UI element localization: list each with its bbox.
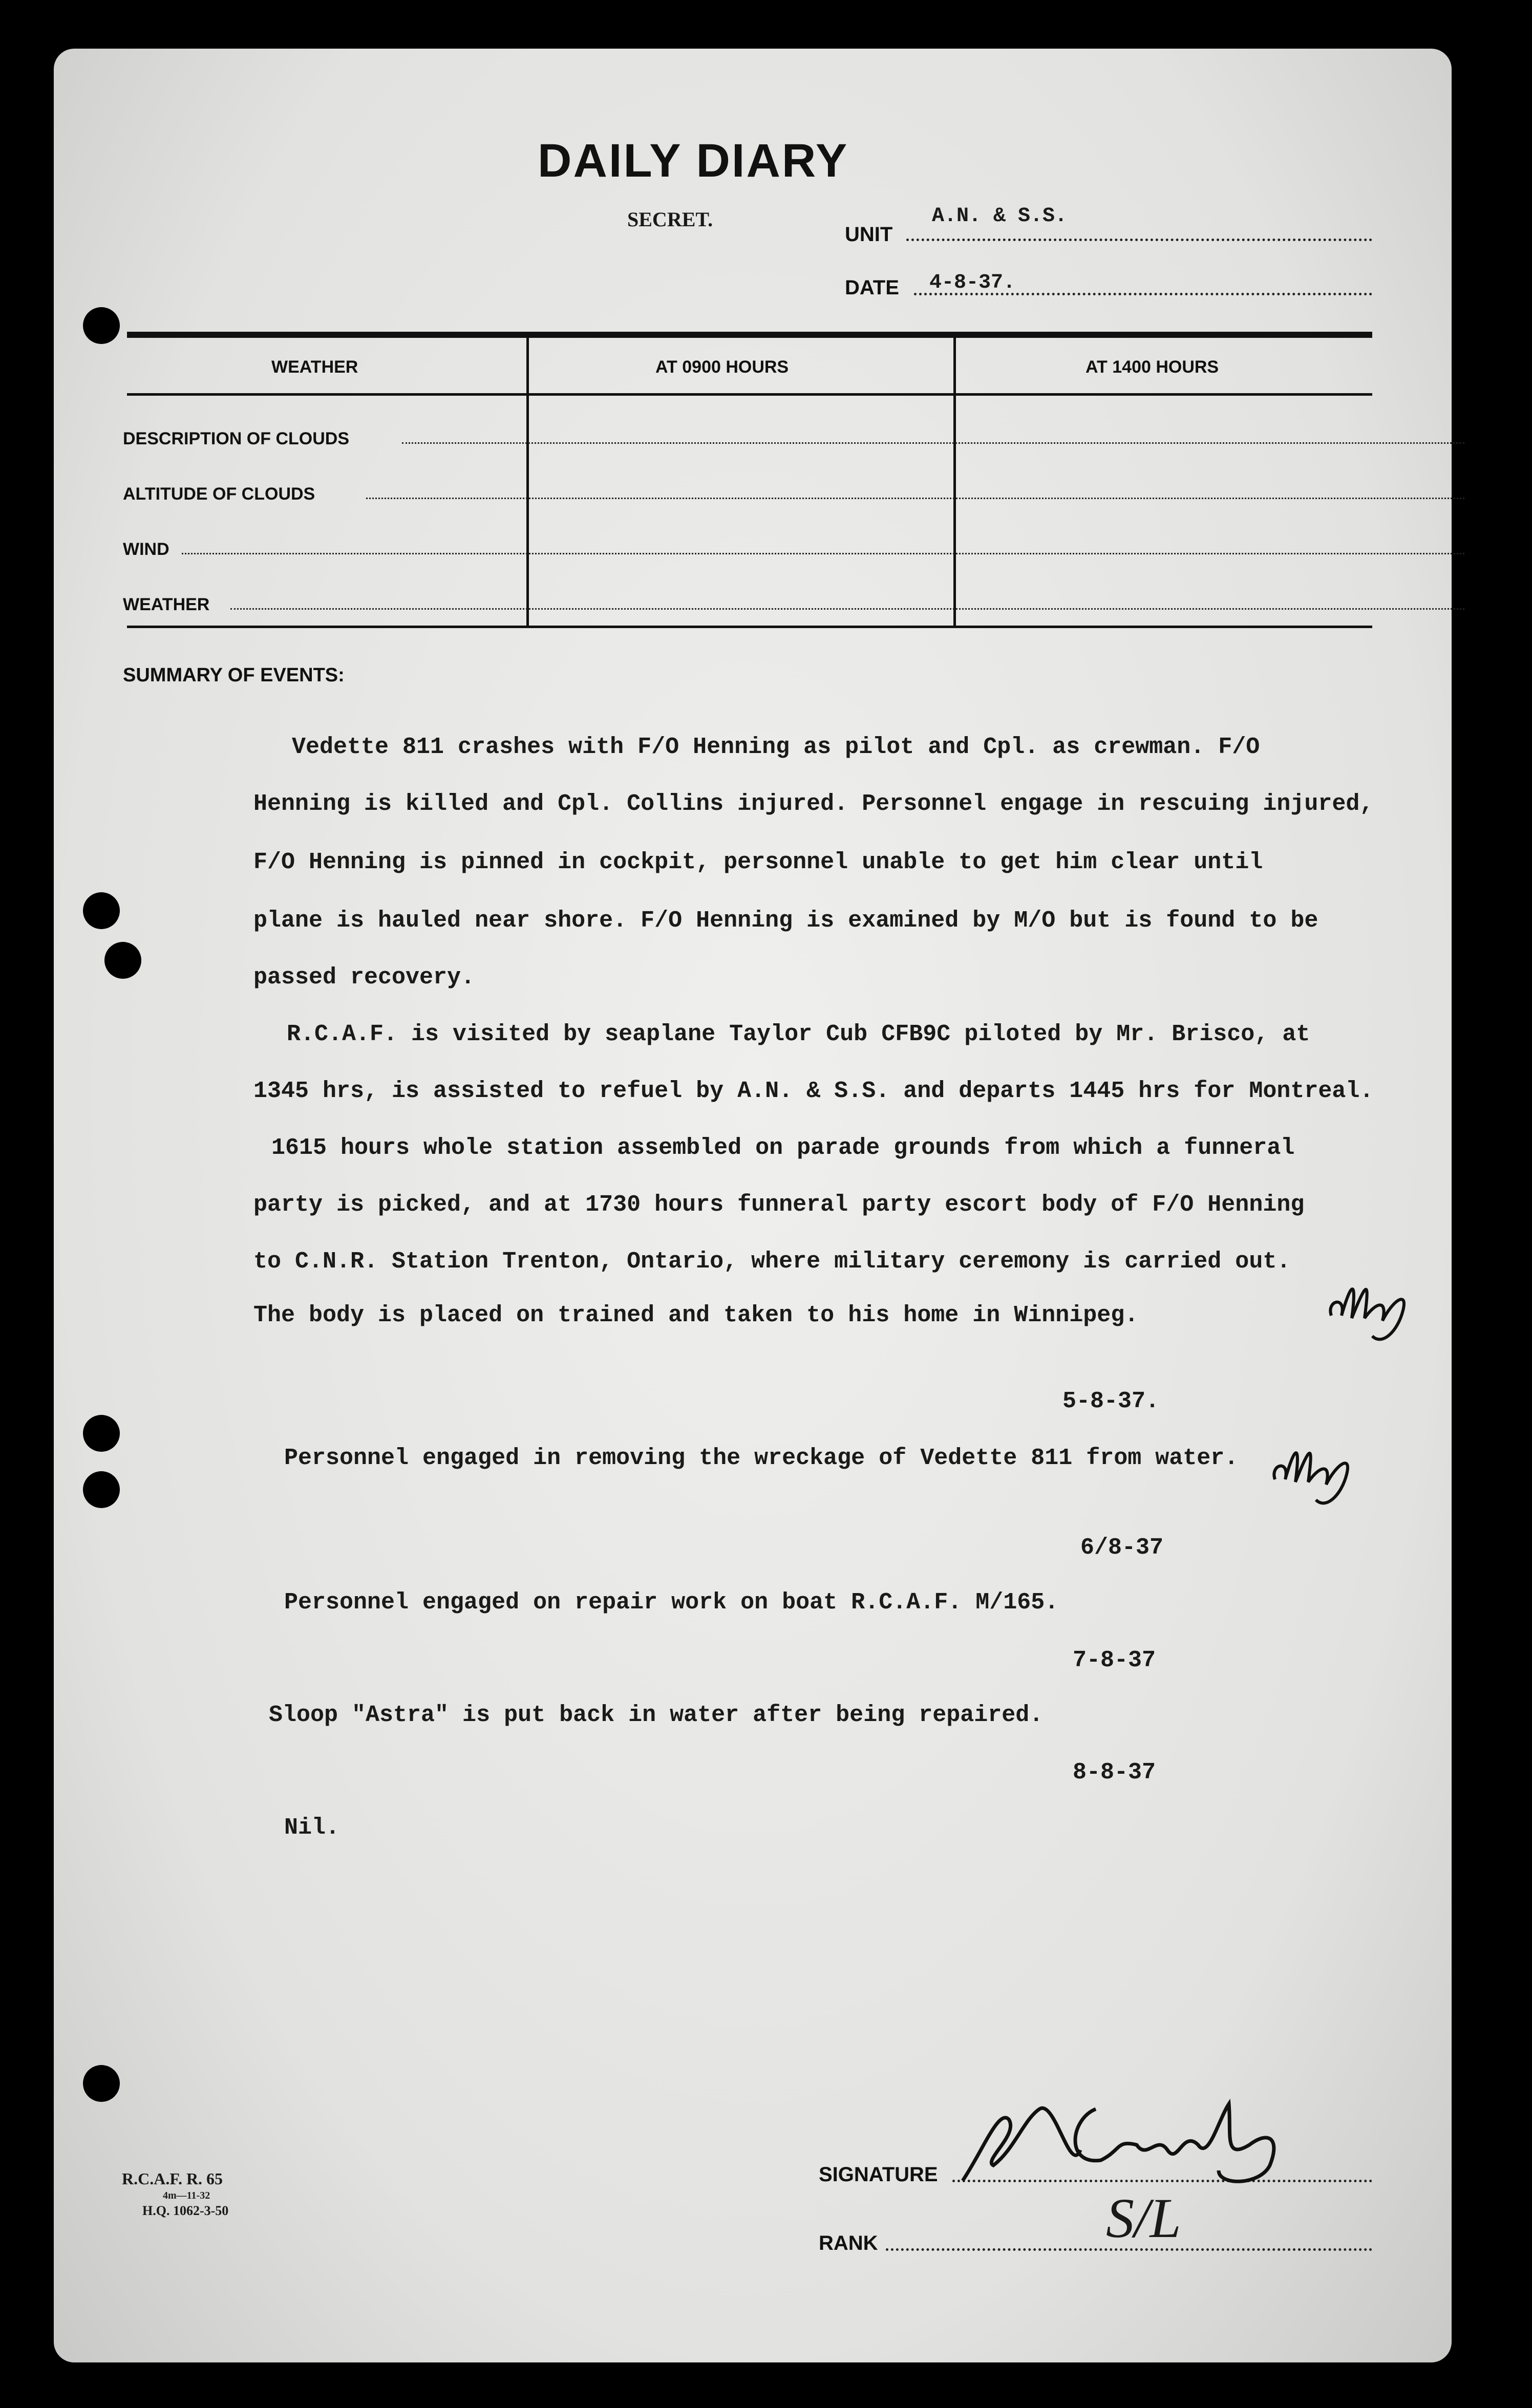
entry-line: passed recovery. bbox=[253, 964, 475, 991]
column-divider bbox=[953, 338, 956, 628]
classification: SECRET. bbox=[627, 208, 713, 231]
row-altitude-of-clouds: ALTITUDE OF CLOUDS bbox=[123, 484, 315, 504]
unit-label: UNIT bbox=[845, 223, 893, 246]
unit-value: A.N. & S.S. bbox=[932, 205, 1068, 228]
table-bottom-rule bbox=[127, 626, 1372, 628]
rank-label: RANK bbox=[819, 2232, 878, 2254]
entry-date: 8-8-37 bbox=[1073, 1759, 1156, 1786]
entry-date: 6/8-37 bbox=[1080, 1535, 1164, 1561]
entry-text: Nil. bbox=[284, 1815, 340, 1841]
0900-header: AT 0900 HOURS bbox=[655, 357, 789, 377]
punch-hole bbox=[83, 892, 120, 929]
entry-text: Personnel engaged in removing the wreckage of Vedette 811 from water. bbox=[284, 1445, 1239, 1471]
date-value: 4-8-37. bbox=[929, 271, 1016, 294]
entry-line: Henning is killed and Cpl. Collins injured. Personnel engage in rescuing injured, bbox=[253, 791, 1374, 817]
row-line bbox=[402, 442, 1464, 444]
form-reference: R.C.A.F. R. 65 bbox=[122, 2169, 223, 2188]
entry-line: party is picked, and at 1730 hours funneral party escort body of F/O Henning bbox=[253, 1192, 1305, 1218]
row-line bbox=[366, 498, 1464, 499]
rank-value: S/L bbox=[1106, 2187, 1181, 2249]
punch-hole bbox=[83, 1415, 120, 1452]
row-weather: WEATHER bbox=[123, 595, 210, 614]
punch-hole bbox=[83, 2065, 120, 2102]
table-header-rule bbox=[127, 393, 1372, 396]
entry-line: to C.N.R. Station Trenton, Ontario, where military ceremony is carried out. bbox=[253, 1249, 1291, 1275]
1400-header: AT 1400 HOURS bbox=[1086, 357, 1219, 377]
entry-line: 1615 hours whole station assembled on parade grounds from which a funneral bbox=[271, 1135, 1295, 1161]
form-print-code: 4m—11-32 bbox=[163, 2190, 210, 2201]
handwritten-initials bbox=[1321, 1270, 1423, 1351]
punch-hole bbox=[83, 307, 120, 344]
entry-line: plane is hauled near shore. F/O Henning is examined by M/O but is found to be bbox=[253, 908, 1318, 934]
entry-text: Personnel engaged on repair work on boat R.C.A.F. M/165. bbox=[284, 1589, 1059, 1616]
entry-line: Vedette 811 crashes with F/O Henning as pilot and Cpl. as crewman. F/O bbox=[292, 734, 1260, 760]
entry-line: F/O Henning is pinned in cockpit, personnel unable to get him clear until bbox=[253, 849, 1263, 875]
entry-date: 7-8-37 bbox=[1073, 1647, 1156, 1673]
entry-date: 5-8-37. bbox=[1062, 1388, 1160, 1414]
summary-label: SUMMARY OF EVENTS: bbox=[123, 664, 345, 686]
row-description-of-clouds: DESCRIPTION OF CLOUDS bbox=[123, 429, 350, 448]
weather-header: WEATHER bbox=[271, 357, 358, 377]
row-wind: WIND bbox=[123, 540, 169, 559]
row-line bbox=[182, 553, 1464, 554]
entry-text: Sloop "Astra" is put back in water after being repaired. bbox=[269, 1702, 1044, 1728]
form-hq-number: H.Q. 1062-3-50 bbox=[142, 2203, 229, 2218]
date-label: DATE bbox=[845, 276, 899, 299]
signature-label: SIGNATURE bbox=[819, 2163, 938, 2186]
table-top-rule bbox=[127, 332, 1372, 338]
unit-line bbox=[906, 239, 1372, 241]
handwritten-signature bbox=[952, 2089, 1342, 2191]
handwritten-initials bbox=[1265, 1433, 1367, 1515]
entry-line: 1345 hrs, is assisted to refuel by A.N. & S.S. and departs 1445 hrs for Montreal. bbox=[253, 1078, 1374, 1104]
row-line bbox=[230, 608, 1464, 610]
column-divider bbox=[526, 338, 529, 628]
entry-line: R.C.A.F. is visited by seaplane Taylor Cub CFB9C piloted by Mr. Brisco, at bbox=[287, 1021, 1310, 1047]
entry-line: The body is placed on trained and taken to his home in Winnipeg. bbox=[253, 1302, 1139, 1328]
page-title: DAILY DIARY bbox=[538, 135, 849, 187]
punch-hole bbox=[104, 942, 141, 979]
punch-hole bbox=[83, 1471, 120, 1508]
